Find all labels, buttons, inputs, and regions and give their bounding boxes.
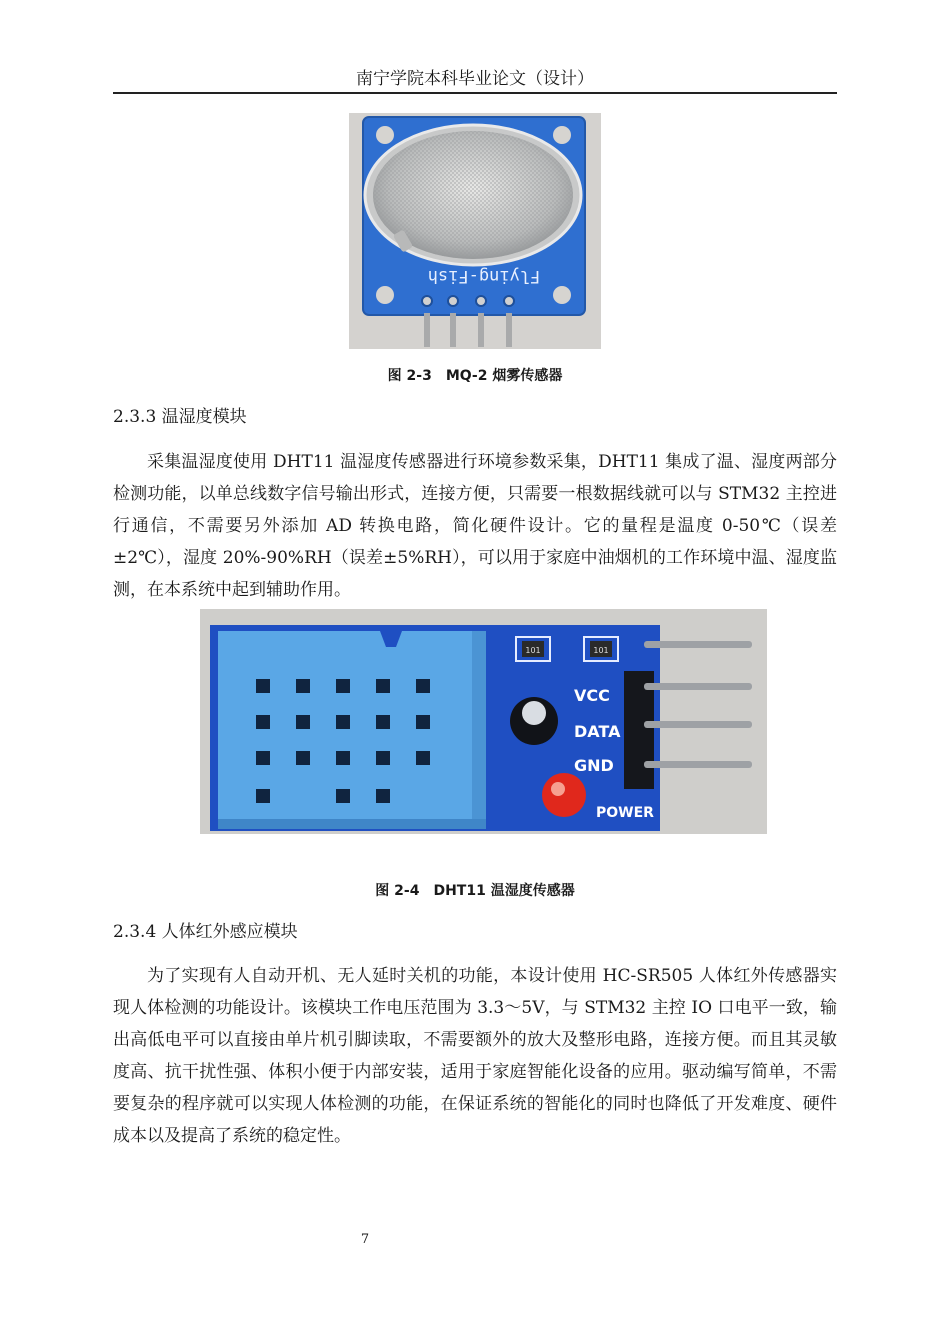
figure-caption: 图 2-4 DHT11 温湿度传感器: [375, 883, 575, 899]
section-heading: 2.3.4 人体红外感应模块: [113, 922, 298, 942]
power-label: POWER: [596, 805, 654, 821]
header-rule: [113, 92, 837, 94]
pin-label-data: DATA: [574, 722, 621, 741]
body-paragraph: 为了实现有人自动开机、无人延时关机的功能，本设计使用 HC-SR505 人体红外传感器实现人体检测的功能设计。该模块工作电压范围为 3.3～5V，与 STM32 主控 IO 口电平一致，输出高低电平可以直接由单片机引脚读取，不需要额外的放大及整形电路，连接方便。而且其灵敏度高、抗干扰性强、体积小便于内部安装，适用于家庭智能化设备的应用。驱动编写简单，不需要复杂的程序就可以实现人体检测的功能，在保证系统的智能化的同时也降低了开发难度、硬件成本以及提高了系统的稳定性。: [113, 966, 837, 1146]
board-text: Flying-Fish: [427, 266, 541, 286]
resistor-label: 101: [593, 646, 609, 655]
dht11-sensor-photo: [200, 609, 767, 834]
pin-label-vcc: VCC: [574, 686, 610, 705]
pin-label-gnd: GND: [574, 756, 614, 775]
body-paragraph: 采集温湿度使用 DHT11 温湿度传感器进行环境参数采集，DHT11 集成了温、湿度两部分检测功能，以单总线数字信号输出形式，连接方便，只需要一根数据线就可以与 STM32 主控进行通信，不需要另外添加 AD 转换电路，简化硬件设计。它的量程是温度 0-50℃（误差±2℃），湿度 20%-90%RH（误差±5%RH），可以用于家庭中油烟机的工作环境中温、湿度监测，在本系统中起到辅助作用。: [113, 452, 837, 600]
resistor-label: 101: [525, 646, 541, 655]
figure-caption: 图 2-3 MQ-2 烟雾传感器: [387, 368, 563, 384]
section-heading: 2.3.3 温湿度模块: [113, 407, 247, 427]
page-header-title: 南宁学院本科毕业论文（设计）: [356, 69, 594, 89]
mq2-sensor-photo: [349, 113, 601, 349]
page-number: 7: [360, 1232, 370, 1247]
